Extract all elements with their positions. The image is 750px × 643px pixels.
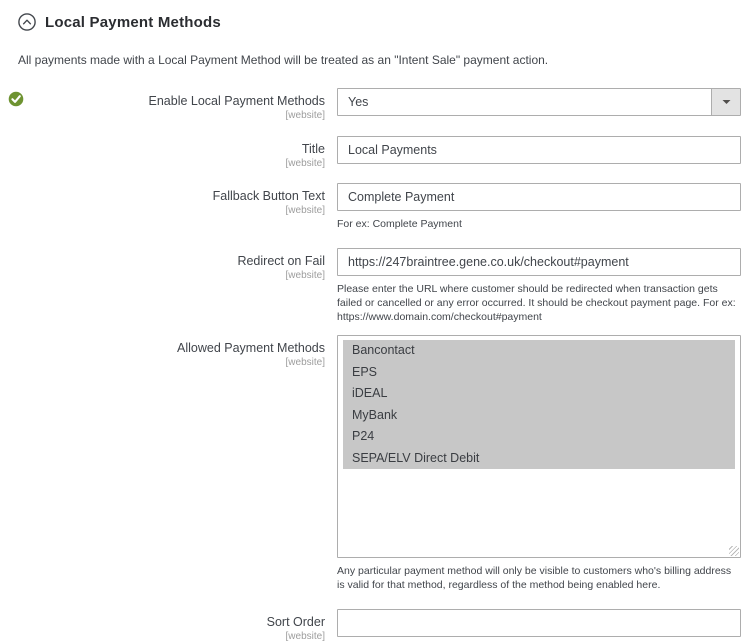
field-label-col [0, 248, 325, 282]
redirect-note: Please enter the URL where customer should be redirected when transaction gets failed or cancelled or any error occurred. It should be checkout payment page. For ex: https://www.domain.com/checkout#payment [337, 283, 736, 323]
field-label-col [0, 609, 325, 643]
collapse-section-button[interactable] [18, 13, 36, 31]
fallback-scope: [website] [285, 205, 325, 216]
field-row-enable [0, 88, 750, 122]
redirect-scope: [website] [285, 270, 325, 281]
enable-select[interactable] [337, 88, 741, 116]
field-row-fallback [0, 183, 750, 231]
allowed-label: Allowed Payment Methods [177, 341, 325, 355]
title-input[interactable] [337, 136, 741, 164]
allowed-multiselect[interactable] [337, 335, 741, 558]
section-title: Local Payment Methods [45, 13, 221, 31]
title-scope: [website] [285, 158, 325, 169]
title-label: Title [301, 142, 325, 156]
field-row-sort-order [0, 609, 750, 643]
valid-check-icon [8, 91, 24, 112]
section-header [0, 0, 750, 31]
field-row-redirect [0, 248, 750, 324]
allowed-option-bancontact[interactable]: Bancontact [343, 340, 735, 362]
field-label-col [0, 335, 325, 369]
field-label-col [0, 136, 325, 170]
field-row-allowed [0, 335, 750, 592]
section-comment: All payments made with a Local Payment Method will be treated as an "Intent Sale" payment action. [18, 53, 549, 67]
resize-handle[interactable] [729, 546, 739, 556]
sort-order-scope: [website] [285, 631, 325, 642]
allowed-option-sepa[interactable]: SEPA/ELV Direct Debit [343, 448, 735, 470]
allowed-note: Any particular payment method will only be visible to customers who's billing address is valid for that method, regardless of the method being enabled here. [337, 565, 732, 591]
sort-order-label: Sort Order [266, 615, 325, 629]
chevron-down-icon [711, 89, 740, 115]
sort-order-input[interactable] [337, 609, 741, 637]
redirect-label: Redirect on Fail [237, 254, 325, 268]
allowed-option-mybank[interactable]: MyBank [343, 405, 735, 427]
redirect-input[interactable] [337, 248, 741, 276]
allowed-option-p24[interactable]: P24 [343, 426, 735, 448]
allowed-option-ideal[interactable]: iDEAL [343, 383, 735, 405]
enable-select-value: Yes [348, 95, 369, 109]
chevron-up-circle-icon [18, 13, 36, 31]
allowed-scope: [website] [285, 357, 325, 368]
enable-scope: [website] [285, 110, 325, 121]
fallback-note: For ex: Complete Payment [337, 218, 462, 230]
fallback-input[interactable] [337, 183, 741, 211]
config-form [0, 88, 750, 643]
field-row-title [0, 136, 750, 170]
fallback-label: Fallback Button Text [212, 189, 325, 203]
enable-label: Enable Local Payment Methods [148, 94, 325, 108]
field-label-col [0, 88, 325, 122]
field-label-col [0, 183, 325, 217]
allowed-option-eps[interactable]: EPS [343, 362, 735, 384]
